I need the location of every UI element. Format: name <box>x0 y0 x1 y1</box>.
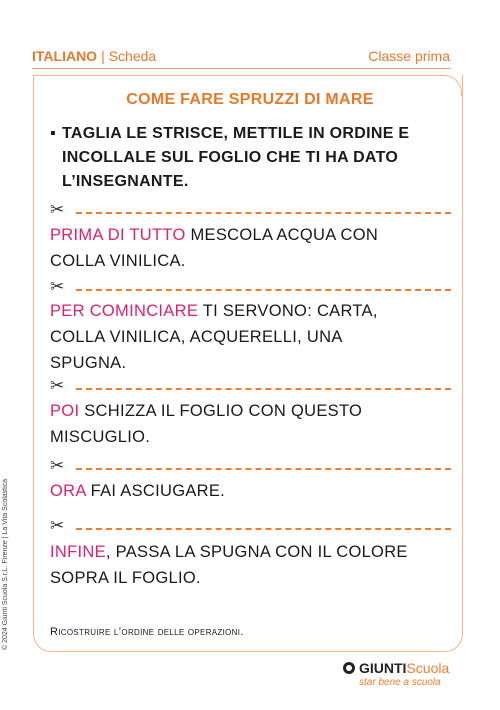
strip-keyword: PRIMA DI TUTTO <box>50 226 186 244</box>
scissors-icon: ✂ <box>50 277 65 296</box>
cut-line[interactable] <box>50 516 451 536</box>
logo-brand: GIUNTI <box>359 660 407 676</box>
header-left <box>32 48 156 64</box>
strip-text: MISCUGLIO. <box>50 428 151 446</box>
strip-1[interactable] <box>50 222 450 274</box>
scissors-icon: ✂ <box>50 376 65 395</box>
strip-text: COLLA VINILICA, ACQUERELLI, UNA <box>50 328 343 346</box>
strip-5[interactable] <box>50 539 450 591</box>
scissors-icon: ✂ <box>50 200 65 219</box>
cut-line[interactable] <box>50 200 451 220</box>
strip-keyword: INFINE <box>50 543 106 561</box>
dashed-line <box>76 388 451 390</box>
strip-text: MESCOLA ACQUA CON <box>185 226 379 244</box>
header-separator: | <box>101 48 105 64</box>
header-rule <box>32 68 451 69</box>
cut-line[interactable] <box>50 277 451 297</box>
footer-note: Ricostruire l’ordine delle operazioni. <box>50 626 244 638</box>
strip-text: SPUGNA. <box>50 354 127 372</box>
scissors-icon: ✂ <box>50 456 65 475</box>
grade-label: Classe prima <box>368 48 450 64</box>
strip-3[interactable] <box>50 398 450 450</box>
strip-keyword: PER COMINCIARE <box>50 302 199 320</box>
instruction <box>50 122 450 194</box>
sheet-type-label: Scheda <box>108 48 157 64</box>
strip-text: SOPRA IL FOGLIO. <box>50 569 201 587</box>
bullet: ▪ <box>50 125 56 142</box>
publisher-logo <box>343 660 463 688</box>
instruction-text: TAGLIA LE STRISCE, METTILE IN ORDINE E INCOLLALE SUL FOGLIO CHE TI HA DATO L’INSEGNANTE. <box>62 125 410 190</box>
strip-2[interactable] <box>50 298 450 376</box>
cut-line[interactable] <box>50 456 451 476</box>
cut-line[interactable] <box>50 376 451 396</box>
copyright: © 2024 Giunti Scuola S.r.L. Firenze | La Vita Scolastica <box>2 478 9 650</box>
strip-4[interactable] <box>50 478 450 504</box>
strip-text: SCHIZZA IL FOGLIO CON QUESTO <box>79 402 363 420</box>
strip-keyword: POI <box>50 402 80 420</box>
logo-tagline: star bene a scuola <box>359 677 441 688</box>
dashed-line <box>76 528 451 530</box>
strip-text: FAI ASCIUGARE. <box>85 482 226 500</box>
dashed-line <box>76 468 451 470</box>
strip-text: TI SERVONO: CARTA, <box>198 302 378 320</box>
strip-text: , PASSA LA SPUGNA CON IL COLORE <box>105 543 408 561</box>
strip-text: COLLA VINILICA. <box>50 252 186 270</box>
page-title: COME FARE SPRUZZI DI MARE <box>126 91 374 108</box>
scissors-icon: ✂ <box>50 516 65 535</box>
dashed-line <box>76 212 451 214</box>
logo-brand2: Scuola <box>406 660 450 676</box>
subject-label: ITALIANO <box>32 48 98 64</box>
dashed-line <box>76 289 451 291</box>
giunti-logo-icon <box>343 662 355 674</box>
strip-keyword: ORA <box>50 482 86 500</box>
